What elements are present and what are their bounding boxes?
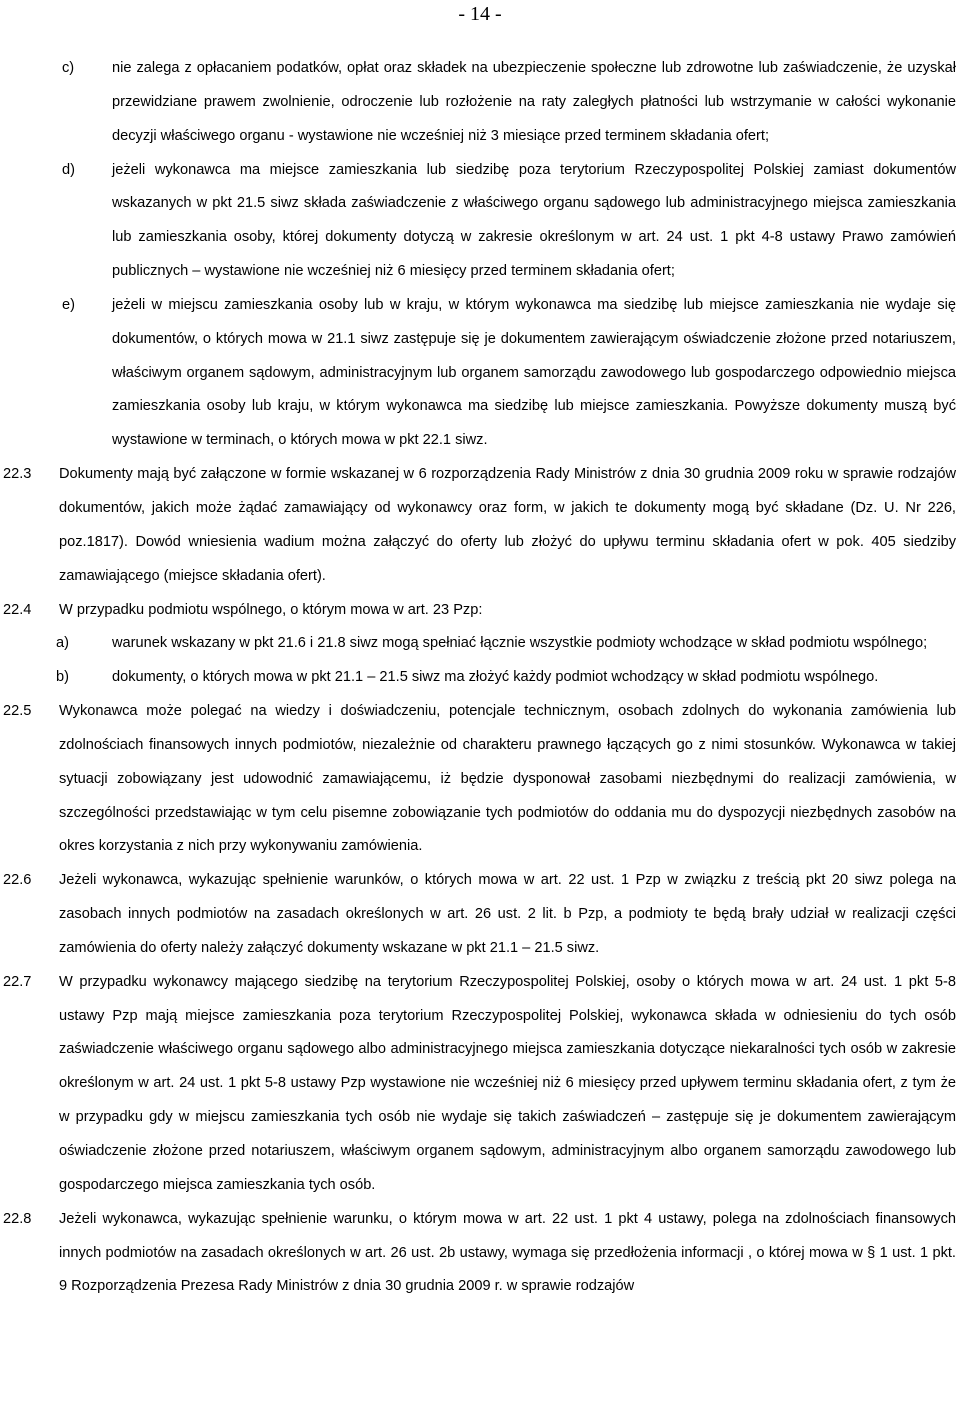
section-text: W przypadku wykonawcy mającego siedzibę na terytorium Rzeczypospolitej Polskiej, osoby o których mowa w art. 24 ust. 1 pkt 5-8 ustawy Pzp mają miejsce zamieszkania poza terytorium Rzeczypospolitej Polskiej, wykonawca składa w odniesieniu do tych osób zaświadczenie właściwego organu sądowego albo administracyjnego miejsca zamieszkania dotyczące niekaralności tych osób w zakresie określonym w art. 24 ust. 1 pkt 5-8 ustawy Pzp wystawione nie wcześniej niż 6 miesięcy przed upływem terminu składania ofert, z tym że w przypadku gdy w miejscu zamieszkania tych osób nie wydaje się takich zaświadczeń – zastępuje się je dokumentem zawierającym oświadczenie złożone przed notariuszem, właściwym organem sądowym, administracyjnym albo organem samorządu zawodowego lub gospodarczego miejsca zamieszkania tych osób. (59, 973, 956, 1193)
section-number: 22.6 (3, 872, 32, 889)
list-label: b) (56, 669, 69, 686)
section-22-5 (3, 695, 956, 864)
list-item-a (56, 627, 956, 661)
section-number: 22.8 (3, 1210, 32, 1227)
list-text: jeżeli wykonawca ma miejsce zamieszkania lub siedzibę poza terytorium Rzeczypospolitej Polskiej zamiast dokumentów wskazanych w pkt 21.5 siwz składa zaświadczenie z właściwego organu sądowego lub administracyjnego miejsca zamieszkania lub zamieszkania osoby, której dokumenty dotyczą w zakresie określonym w art. 24 ust. 1 pkt 4-8 ustawy Prawo zamówień publicznych – wystawione nie wcześniej niż 6 miesięcy przed terminem składania ofert; (112, 161, 956, 280)
list-label: a) (56, 635, 69, 652)
list-label: d) (62, 161, 75, 178)
list-item-d (62, 154, 956, 289)
list-text: dokumenty, o których mowa w pkt 21.1 – 21.5 siwz ma złożyć każdy podmiot wchodzący w skład podmiotu wspólnego. (112, 669, 879, 686)
section-text: Dokumenty mają być załączone w formie wskazanej w 6 rozporządzenia Rady Ministrów z dnia 30 grudnia 2009 roku w sprawie rodzajów dokumentów, jakich może żądać zamawiający od wykonawcy oraz form, w jakich te dokumenty mogą być składane (Dz. U. Nr 226, poz.1817). Dowód wniesienia wadium można załączyć do oferty lub złożyć do upływu terminu składania ofert w pok. 405 siedziby zamawiającego (miejsce składania ofert). (59, 466, 956, 584)
section-22-4 (3, 594, 956, 696)
section-22-8 (3, 1203, 956, 1305)
section-22-7 (3, 966, 956, 1203)
list-label: c) (62, 60, 75, 76)
list-item-b (56, 661, 956, 695)
section-22-3 (3, 458, 956, 593)
list-text: nie zalega z opłacaniem podatków, opłat oraz składek na ubezpieczenie społeczne lub zdrowotne lub zaświadczenie, że uzyskał przewidziane prawem zwolnienie, odroczenie lub rozłożenie na raty zaległych płatności lub wstrzymanie w całości wykonanie decyzji właściwego organu - wystawione nie wcześniej niż 3 miesiące przed terminem składania ofert; (112, 60, 956, 144)
section-22-6 (3, 864, 956, 966)
page-number: - 14 - (458, 3, 502, 25)
section-text: Jeżeli wykonawca, wykazując spełnienie warunku, o którym mowa w art. 22 ust. 1 pkt 4 ustawy, polega na zdolnościach finansowych innych podmiotów na zasadach określonych w art. 26 ust. 2b ustawy, wymaga się przedłożenia informacji , o której mowa w § 1 ust. 1 pkt. 9 Rozporządzenia Prezesa Rady Ministrów z dnia 30 grudnia 2009 r. w sprawie rodzajów (59, 1210, 956, 1295)
list-item-c (62, 52, 956, 154)
section-number: 22.3 (3, 466, 32, 483)
section-number: 22.5 (3, 703, 32, 720)
section-text: Wykonawca może polegać na wiedzy i doświadczeniu, potencjale technicznym, osobach zdolnych do wykonania zamówienia lub zdolnościach finansowych innych podmiotów, niezależnie od charakteru prawnego łączących go z nimi stosunków. Wykonawca w takiej sytuacji zobowiązany jest udowodnić zamawiającemu, iż będzie dysponował zasobami niezbędnymi do realizacji zamówienia, w szczególności przedstawiając w tym celu pisemne zobowiązanie tych podmiotów do oddania mu do dyspozycji niezbędnych zasobów na okres korzystania z nich przy wykonywaniu zamówienia. (59, 703, 956, 855)
list-text: warunek wskazany w pkt 21.6 i 21.8 siwz mogą spełniać łącznie wszystkie podmioty wchodzące w skład podmiotu wspólnego; (112, 635, 928, 652)
section-text: Jeżeli wykonawca, wykazując spełnienie warunków, o których mowa w art. 22 ust. 1 Pzp w związku z treścią pkt 20 siwz polega na zasobach innych podmiotów na zasadach określonych w art. 26 ust. 2 lit. b Pzp, a podmioty te będą brały udział w realizacji części zamówienia do oferty należy załączyć dokumenty wskazane w pkt 21.1 – 21.5 siwz. (59, 872, 956, 956)
list-text: jeżeli w miejscu zamieszkania osoby lub w kraju, w którym wykonawca ma siedzibę lub miejsce zamieszkania nie wydaje się dokumentów, o których mowa w 21.1 siwz zastępuje się je dokumentem zawierającym oświadczenie złożone przed notariuszem, właściwym organem sądowym, administracyjnym lub organem samorządu zawodowego lub gospodarczego odpowiednio miejsca zamieszkania osoby lub kraju, w którym wykonawca ma siedzibę lub miejsce zamieszkania. Powyższe dokumenty muszą być wystawione w terminach, o których mowa w pkt 22.1 siwz. (112, 296, 956, 449)
section-text: W przypadku podmiotu wspólnego, o którym mowa w art. 23 Pzp: (59, 601, 483, 618)
section-number: 22.4 (3, 601, 32, 618)
document-body (0, 52, 960, 1304)
list-label: e) (62, 296, 75, 313)
section-number: 22.7 (3, 973, 32, 990)
list-item-e (62, 289, 956, 458)
